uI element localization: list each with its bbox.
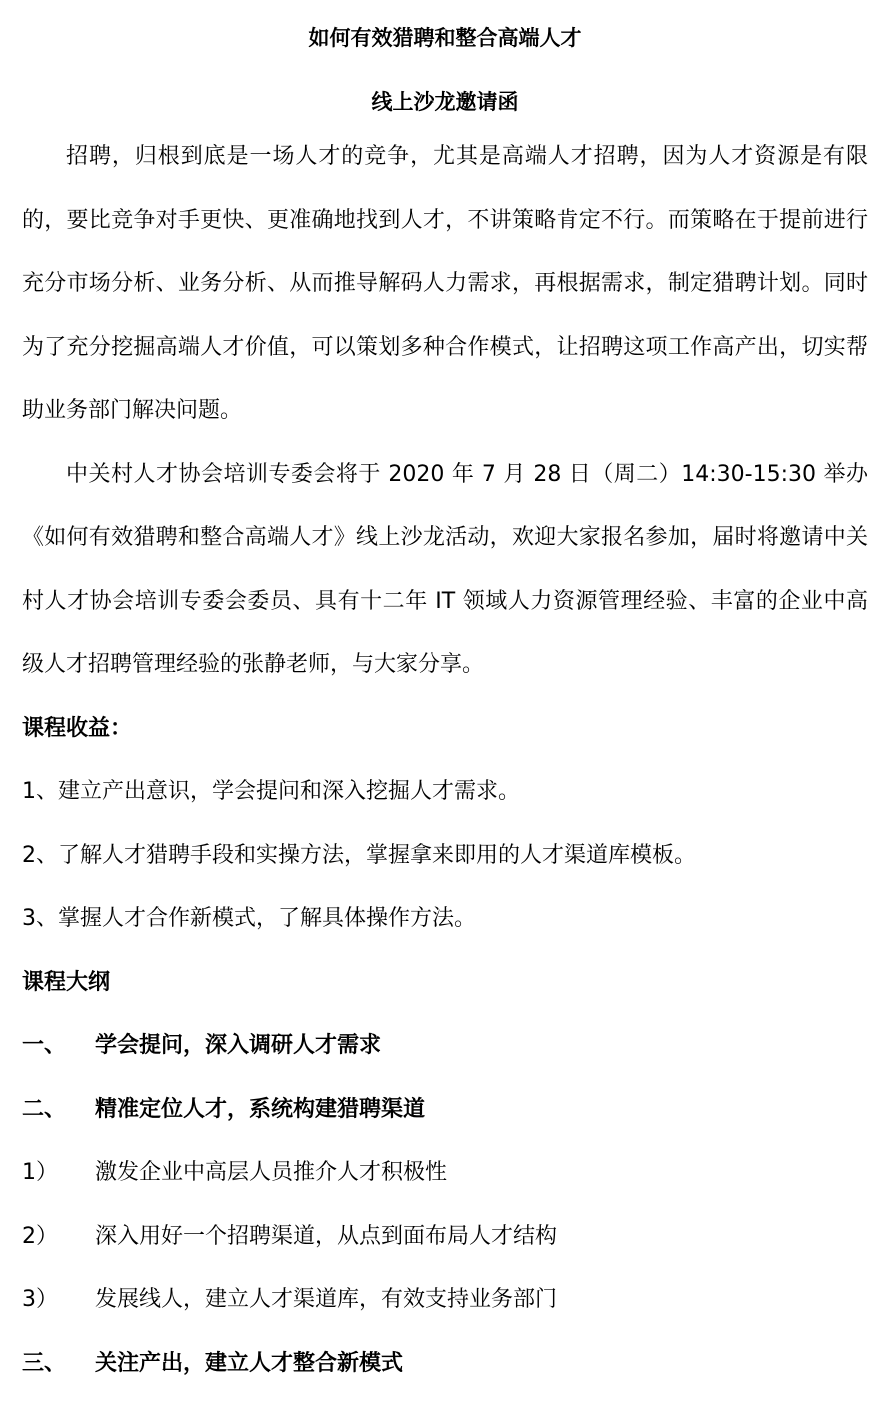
outline-subitem (22, 1141, 868, 1205)
benefit-item: 1、建立产出意识，学会提问和深入挖掘人才需求。 (22, 779, 520, 804)
outline-text: 关注产出，建立人才整合新模式 (95, 1350, 404, 1376)
outline-number: 一、 (22, 1033, 67, 1058)
outline-text: 激发企业中高层人员推介人才积极性 (95, 1160, 448, 1185)
event-paragraph: 中关村人才协会培训专委会将于 2020 年 7 月 28 日（周二）14:30-15:30 举办《如何有效猎聘和整合高端人才》线上沙龙活动，欢迎大家报名参加，届时将邀请中关村人才协会培训专委会委员、具有十二年 IT 领域人力资源管理经验、丰富的企业中高级人才招聘管理经验的张静老师，与大家分享。 (22, 461, 868, 677)
outline-text: 发展线人，建立人才渠道库，有效支持业务部门 (95, 1287, 558, 1312)
outline-text: 深入用好一个招聘渠道，从点到面布局人才结构 (95, 1223, 558, 1249)
outline-subitem (22, 1268, 868, 1332)
outline-subitem (22, 1205, 868, 1269)
document-title: 如何有效猎聘和整合高端人才 (308, 26, 582, 50)
outline-item (22, 1078, 868, 1142)
outline-number: 二、 (22, 1096, 67, 1122)
outline-number: 三、 (22, 1350, 67, 1376)
outline-text: 学会提问，深入调研人才需求 (95, 1033, 382, 1058)
benefits-heading: 课程收益： (22, 715, 133, 741)
benefit-item: 2、了解人才猎聘手段和实操方法，掌握拿来即用的人才渠道库模板。 (22, 842, 696, 868)
intro-paragraph: 招聘，归根到底是一场人才的竞争，尤其是高端人才招聘，因为人才资源是有限的，要比竞争对手更快、更准确地找到人才，不讲策略肯定不行。而策略在于提前进行充分市场分析、业务分析、从而推导解码人力需求，再根据需求，制定猎聘计划。同时为了充分挖掘高端人才价值，可以策划多种合作模式，让招聘这项工作高产出，切实帮助业务部门解决问题。 (22, 144, 868, 423)
outline-number: 1） (22, 1160, 58, 1185)
outline-number: 3） (22, 1287, 58, 1312)
benefit-item: 3、掌握人才合作新模式，了解具体操作方法。 (22, 906, 476, 931)
outline-text: 精准定位人才，系统构建猎聘渠道 (95, 1096, 426, 1122)
outline-item (22, 1014, 868, 1078)
outline-heading: 课程大纲 (22, 969, 111, 995)
document-subtitle: 线上沙龙邀请函 (371, 90, 519, 114)
outline-number: 2） (22, 1223, 58, 1249)
outline-item (22, 1332, 868, 1396)
